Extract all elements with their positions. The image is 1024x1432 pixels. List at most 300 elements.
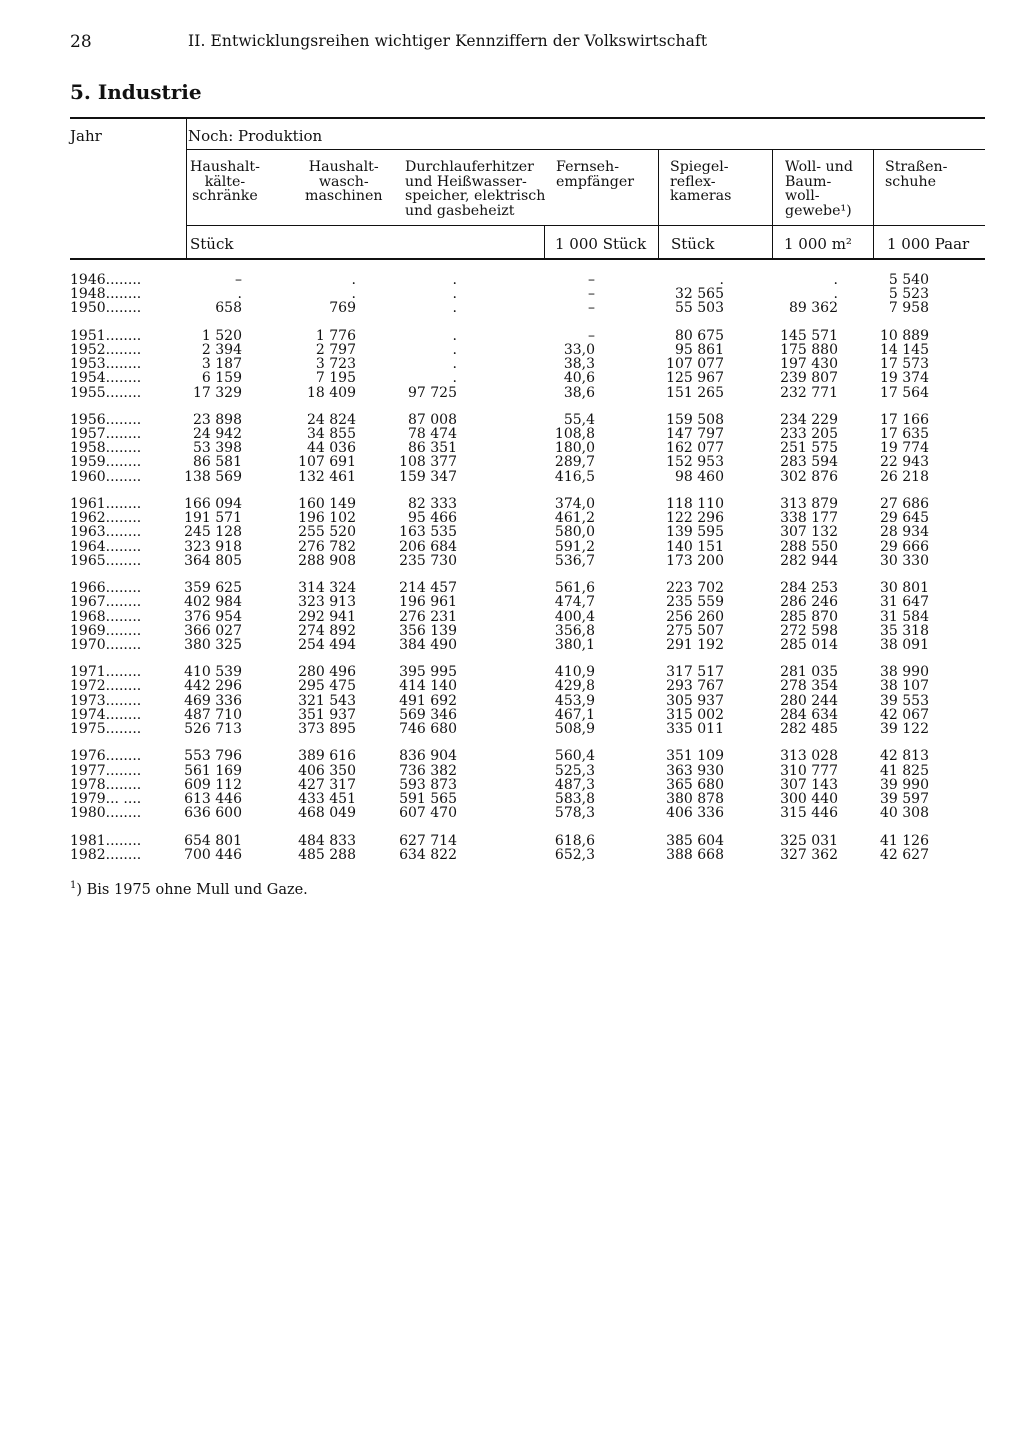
table-row <box>0 806 1024 820</box>
value-cell: – <box>588 300 595 317</box>
value-cell: 442 296 <box>184 678 242 695</box>
year-cell: 1972........ <box>70 678 142 695</box>
table-row <box>0 386 1024 400</box>
table-row <box>0 273 1024 287</box>
value-cell: 147 797 <box>666 426 724 443</box>
table-row <box>0 511 1024 525</box>
value-cell: 166 094 <box>184 496 242 512</box>
value-cell: 280 244 <box>780 692 838 709</box>
table-row <box>0 497 1024 511</box>
table-row <box>0 624 1024 638</box>
value-cell: 2 797 <box>315 341 356 358</box>
value-cell: 42 067 <box>880 706 929 723</box>
value-cell: 38 091 <box>880 636 929 653</box>
value-cell: 232 771 <box>780 384 838 401</box>
value-cell: 44 036 <box>307 440 356 457</box>
value-cell: 627 714 <box>399 832 457 849</box>
value-cell: 55,4 <box>563 411 595 428</box>
value-cell: 406 336 <box>666 805 724 822</box>
value-cell: 474,7 <box>554 594 595 611</box>
row-group <box>0 581 1024 652</box>
value-cell: 491 692 <box>399 692 457 709</box>
value-cell: – <box>588 286 595 303</box>
value-cell: 30 801 <box>880 580 929 597</box>
year-cell: 1954........ <box>70 370 142 387</box>
value-cell: 634 822 <box>399 846 457 863</box>
value-cell: 159 347 <box>399 468 457 485</box>
value-cell: 385 604 <box>666 832 724 849</box>
value-cell: 1 776 <box>315 327 356 344</box>
value-cell: 33,0 <box>563 341 595 358</box>
value-cell: 234 229 <box>780 411 838 428</box>
value-cell: 86 581 <box>193 454 242 471</box>
value-cell: 302 876 <box>780 468 838 485</box>
value-cell: 140 151 <box>666 538 724 555</box>
row-group <box>0 749 1024 820</box>
table-row <box>0 638 1024 652</box>
table-row <box>0 679 1024 693</box>
value-cell: 469 336 <box>184 692 242 709</box>
column-divider <box>186 118 187 259</box>
value-cell: 41 126 <box>880 832 929 849</box>
value-cell: 23 898 <box>193 411 242 428</box>
value-cell: 118 110 <box>666 496 724 512</box>
value-cell: 285 014 <box>780 636 838 653</box>
value-cell: 19 374 <box>880 370 929 387</box>
value-cell: 313 879 <box>780 496 838 512</box>
column-header-water-heaters: Durchlauferhitzer und Heißwasser- speicher, elektrisch und gasbeheizt <box>405 159 546 219</box>
year-cell: 1956........ <box>70 411 142 428</box>
value-cell: 35 318 <box>880 622 929 639</box>
table-row <box>0 694 1024 708</box>
value-cell: 276 231 <box>399 608 457 625</box>
value-cell: 17 166 <box>880 411 929 428</box>
value-cell: 107 691 <box>298 454 356 471</box>
value-cell: 359 625 <box>184 580 242 597</box>
table-row <box>0 848 1024 862</box>
table-row <box>0 455 1024 469</box>
value-cell: 24 942 <box>193 426 242 443</box>
value-cell: 607 470 <box>399 805 457 822</box>
value-cell: 402 984 <box>184 594 242 611</box>
year-cell: 1977........ <box>70 762 142 779</box>
value-cell: 3 187 <box>201 356 242 373</box>
value-cell: 427 317 <box>298 776 356 793</box>
value-cell: 162 077 <box>666 440 724 457</box>
table-row <box>0 792 1024 806</box>
year-cell: 1976........ <box>70 748 142 765</box>
value-cell: 356,8 <box>554 622 595 639</box>
value-cell: 55 503 <box>675 300 724 317</box>
value-cell: 583,8 <box>554 790 595 807</box>
value-cell: 314 324 <box>298 580 356 597</box>
value-cell: 487 710 <box>184 706 242 723</box>
value-cell: 325 031 <box>780 832 838 849</box>
value-cell: 38,6 <box>563 384 595 401</box>
row-group <box>0 834 1024 862</box>
rule-header-bottom <box>70 258 985 260</box>
value-cell: 7 958 <box>888 300 929 317</box>
value-cell: 2 394 <box>201 341 242 358</box>
value-cell: 235 559 <box>666 594 724 611</box>
value-cell: 410 539 <box>184 664 242 681</box>
value-cell: 26 218 <box>880 468 929 485</box>
year-cell: 1974........ <box>70 706 142 723</box>
value-cell: 239 807 <box>780 370 838 387</box>
value-cell: 410,9 <box>554 664 595 681</box>
value-cell: 365 680 <box>666 776 724 793</box>
value-cell: 160 149 <box>298 496 356 512</box>
value-cell: 5 540 <box>888 272 929 288</box>
value-cell: 553 796 <box>184 748 242 765</box>
value-cell: – <box>588 272 595 288</box>
value-cell: 39 122 <box>880 721 929 737</box>
value-cell: 280 496 <box>298 664 356 681</box>
value-cell: 487,3 <box>554 776 595 793</box>
value-cell: 356 139 <box>399 622 457 639</box>
table-row <box>0 470 1024 484</box>
value-cell: 284 634 <box>780 706 838 723</box>
value-cell: 272 598 <box>780 622 838 639</box>
table-row <box>0 665 1024 679</box>
value-cell: 376 954 <box>184 608 242 625</box>
year-cell: 1951........ <box>70 327 142 344</box>
table-row <box>0 301 1024 315</box>
value-cell: 22 943 <box>880 454 929 471</box>
value-cell: 163 535 <box>399 524 457 541</box>
unit-divider-3 <box>772 150 773 259</box>
value-cell: 95 466 <box>408 510 457 527</box>
row-group <box>0 413 1024 484</box>
value-cell: 18 409 <box>307 384 356 401</box>
value-cell: 746 680 <box>399 721 457 737</box>
value-cell: 97 725 <box>408 384 457 401</box>
value-cell: 591 565 <box>399 790 457 807</box>
value-cell: . <box>351 272 356 288</box>
value-cell: 38 990 <box>880 664 929 681</box>
unit-1000-paar: 1 000 Paar <box>887 235 970 253</box>
column-header-shoes: Straßen- schuhe <box>885 159 948 190</box>
value-cell: 593 873 <box>399 776 457 793</box>
value-cell: 17 573 <box>880 356 929 373</box>
value-cell: 34 855 <box>307 426 356 443</box>
year-cell: 1969........ <box>70 622 142 639</box>
value-cell: 836 904 <box>399 748 457 765</box>
value-cell: 108,8 <box>554 426 595 443</box>
header-year: Jahr <box>70 127 102 145</box>
table-row <box>0 441 1024 455</box>
column-header-washing-machines: Haushalt- wasch- maschinen <box>305 159 383 204</box>
value-cell: 658 <box>215 300 242 317</box>
value-cell: 288 908 <box>298 552 356 569</box>
value-cell: 32 565 <box>675 286 724 303</box>
year-cell: 1980........ <box>70 805 142 822</box>
value-cell: 525,3 <box>554 762 595 779</box>
value-cell: 39 597 <box>880 790 929 807</box>
unit-divider-2 <box>658 150 659 259</box>
value-cell: 196 102 <box>298 510 356 527</box>
value-cell: 6 159 <box>201 370 242 387</box>
value-cell: 107 077 <box>666 356 724 373</box>
value-cell: 380,1 <box>554 636 595 653</box>
value-cell: 374,0 <box>554 496 595 512</box>
value-cell: 560,4 <box>554 748 595 765</box>
value-cell: 5 523 <box>888 286 929 303</box>
value-cell: 138 569 <box>184 468 242 485</box>
year-cell: 1962........ <box>70 510 142 527</box>
value-cell: 307 143 <box>780 776 838 793</box>
year-cell: 1975........ <box>70 721 142 737</box>
year-cell: 1950........ <box>70 300 142 317</box>
year-cell: 1960........ <box>70 468 142 485</box>
table-row <box>0 778 1024 792</box>
value-cell: . <box>351 286 356 303</box>
value-cell: 291 192 <box>666 636 724 653</box>
value-cell: 289,7 <box>554 454 595 471</box>
value-cell: 53 398 <box>193 440 242 457</box>
value-cell: 40 308 <box>880 805 929 822</box>
value-cell: 569 346 <box>399 706 457 723</box>
value-cell: 82 333 <box>408 496 457 512</box>
value-cell: 282 944 <box>780 552 838 569</box>
value-cell: 384 490 <box>399 636 457 653</box>
value-cell: 29 666 <box>880 538 929 555</box>
table-row <box>0 525 1024 539</box>
value-cell: 561,6 <box>554 580 595 597</box>
table-row <box>0 343 1024 357</box>
value-cell: . <box>452 370 457 387</box>
year-cell: 1958........ <box>70 440 142 457</box>
value-cell: 3 723 <box>315 356 356 373</box>
value-cell: . <box>452 300 457 317</box>
table-row <box>0 287 1024 301</box>
value-cell: 526 713 <box>184 721 242 737</box>
value-cell: 24 824 <box>307 411 356 428</box>
value-cell: . <box>452 286 457 303</box>
value-cell: 38 107 <box>880 678 929 695</box>
table-row <box>0 540 1024 554</box>
unit-stueck-2: Stück <box>671 235 715 253</box>
value-cell: . <box>833 272 838 288</box>
value-cell: 151 265 <box>666 384 724 401</box>
value-cell: 389 616 <box>298 748 356 765</box>
value-cell: – <box>588 327 595 344</box>
value-cell: . <box>719 272 724 288</box>
value-cell: 152 953 <box>666 454 724 471</box>
value-cell: 591,2 <box>554 538 595 555</box>
value-cell: 175 880 <box>780 341 838 358</box>
value-cell: 180,0 <box>554 440 595 457</box>
unit-divider-4 <box>873 150 874 259</box>
value-cell: 206 684 <box>399 538 457 555</box>
value-cell: 251 575 <box>780 440 838 457</box>
value-cell: 223 702 <box>666 580 724 597</box>
value-cell: 388 668 <box>666 846 724 863</box>
value-cell: 636 600 <box>184 805 242 822</box>
value-cell: 700 446 <box>184 846 242 863</box>
value-cell: . <box>452 341 457 358</box>
year-cell: 1981........ <box>70 832 142 849</box>
value-cell: 508,9 <box>554 721 595 737</box>
value-cell: 313 028 <box>780 748 838 765</box>
unit-stueck-1: Stück <box>190 235 234 253</box>
value-cell: 485 288 <box>298 846 356 863</box>
value-cell: 255 520 <box>298 524 356 541</box>
value-cell: 310 777 <box>780 762 838 779</box>
column-header-tv-receivers: Fernseh- empfänger <box>556 159 635 190</box>
value-cell: 484 833 <box>298 832 356 849</box>
column-header-refrigerators: Haushalt- kälte- schränke <box>190 159 260 204</box>
column-header-fabrics: Woll- und Baum- woll- gewebe¹) <box>785 159 853 219</box>
row-group <box>0 665 1024 736</box>
value-cell: 159 508 <box>666 411 724 428</box>
value-cell: 300 440 <box>780 790 838 807</box>
value-cell: 17 329 <box>193 384 242 401</box>
value-cell: 191 571 <box>184 510 242 527</box>
table-row <box>0 427 1024 441</box>
value-cell: 86 351 <box>408 440 457 457</box>
year-cell: 1953........ <box>70 356 142 373</box>
value-cell: 233 205 <box>780 426 838 443</box>
value-cell: 338 177 <box>780 510 838 527</box>
value-cell: 400,4 <box>554 608 595 625</box>
value-cell: 78 474 <box>408 426 457 443</box>
table-row <box>0 764 1024 778</box>
value-cell: 652,3 <box>554 846 595 863</box>
year-cell: 1968........ <box>70 608 142 625</box>
value-cell: 214 457 <box>399 580 457 597</box>
value-cell: 321 543 <box>298 692 356 709</box>
value-cell: 461,2 <box>554 510 595 527</box>
value-cell: 38,3 <box>563 356 595 373</box>
year-cell: 1966........ <box>70 580 142 597</box>
value-cell: 364 805 <box>184 552 242 569</box>
value-cell: 380 878 <box>666 790 724 807</box>
year-cell: 1952........ <box>70 341 142 358</box>
value-cell: 285 870 <box>780 608 838 625</box>
value-cell: . <box>452 272 457 288</box>
value-cell: 351 937 <box>298 706 356 723</box>
table-row <box>0 749 1024 763</box>
value-cell: . <box>833 286 838 303</box>
year-cell: 1963........ <box>70 524 142 541</box>
table-row <box>0 581 1024 595</box>
value-cell: 275 507 <box>666 622 724 639</box>
value-cell: – <box>235 272 242 288</box>
value-cell: . <box>237 286 242 303</box>
table-row <box>0 722 1024 736</box>
value-cell: 197 430 <box>780 356 838 373</box>
value-cell: 28 934 <box>880 524 929 541</box>
table-body <box>0 273 1024 875</box>
year-cell: 1970........ <box>70 636 142 653</box>
value-cell: 351 109 <box>666 748 724 765</box>
value-cell: 335 011 <box>666 721 724 737</box>
value-cell: 95 861 <box>675 341 724 358</box>
footnote: $^1$) Bis 1975 ohne Mull und Gaze. <box>70 880 308 898</box>
value-cell: 42 627 <box>880 846 929 863</box>
row-group <box>0 497 1024 568</box>
value-cell: 769 <box>329 300 356 317</box>
year-cell: 1979... .... <box>70 790 142 807</box>
value-cell: 305 937 <box>666 692 724 709</box>
value-cell: 286 246 <box>780 594 838 611</box>
table-row <box>0 610 1024 624</box>
value-cell: 416,5 <box>554 468 595 485</box>
value-cell: 98 460 <box>675 468 724 485</box>
year-cell: 1959........ <box>70 454 142 471</box>
unit-divider-1 <box>544 226 545 259</box>
value-cell: 561 169 <box>184 762 242 779</box>
value-cell: 373 895 <box>298 721 356 737</box>
value-cell: 323 913 <box>298 594 356 611</box>
value-cell: 736 382 <box>399 762 457 779</box>
value-cell: . <box>452 356 457 373</box>
year-cell: 1948........ <box>70 286 142 303</box>
value-cell: 139 595 <box>666 524 724 541</box>
value-cell: 31 584 <box>880 608 929 625</box>
value-cell: 618,6 <box>554 832 595 849</box>
value-cell: 315 002 <box>666 706 724 723</box>
value-cell: 274 892 <box>298 622 356 639</box>
value-cell: 89 362 <box>789 300 838 317</box>
value-cell: 288 550 <box>780 538 838 555</box>
value-cell: 327 362 <box>780 846 838 863</box>
value-cell: 453,9 <box>554 692 595 709</box>
value-cell: 281 035 <box>780 664 838 681</box>
value-cell: 19 774 <box>880 440 929 457</box>
value-cell: 235 730 <box>399 552 457 569</box>
row-group <box>0 273 1024 316</box>
rule-sub-1 <box>186 149 985 150</box>
value-cell: 30 330 <box>880 552 929 569</box>
value-cell: 282 485 <box>780 721 838 737</box>
value-cell: 132 461 <box>298 468 356 485</box>
value-cell: 17 564 <box>880 384 929 401</box>
year-cell: 1982........ <box>70 846 142 863</box>
rule-sub-2 <box>186 225 985 226</box>
value-cell: . <box>452 327 457 344</box>
value-cell: 580,0 <box>554 524 595 541</box>
table-row <box>0 413 1024 427</box>
year-cell: 1946........ <box>70 272 142 288</box>
section-title: 5. Industrie <box>70 80 202 104</box>
value-cell: 295 475 <box>298 678 356 695</box>
value-cell: 315 446 <box>780 805 838 822</box>
value-cell: 613 446 <box>184 790 242 807</box>
table-row <box>0 357 1024 371</box>
year-cell: 1957........ <box>70 426 142 443</box>
value-cell: 196 961 <box>399 594 457 611</box>
year-cell: 1961........ <box>70 496 142 512</box>
year-cell: 1978........ <box>70 776 142 793</box>
table-row <box>0 371 1024 385</box>
value-cell: 39 553 <box>880 692 929 709</box>
column-header-slr-cameras: Spiegel- reflex- kameras <box>670 159 732 204</box>
value-cell: 293 767 <box>666 678 724 695</box>
value-cell: 380 325 <box>184 636 242 653</box>
value-cell: 468 049 <box>298 805 356 822</box>
value-cell: 254 494 <box>298 636 356 653</box>
value-cell: 536,7 <box>554 552 595 569</box>
value-cell: 366 027 <box>184 622 242 639</box>
value-cell: 122 296 <box>666 510 724 527</box>
value-cell: 14 145 <box>880 341 929 358</box>
value-cell: 40,6 <box>563 370 595 387</box>
value-cell: 276 782 <box>298 538 356 555</box>
value-cell: 145 571 <box>780 327 838 344</box>
table-row <box>0 834 1024 848</box>
